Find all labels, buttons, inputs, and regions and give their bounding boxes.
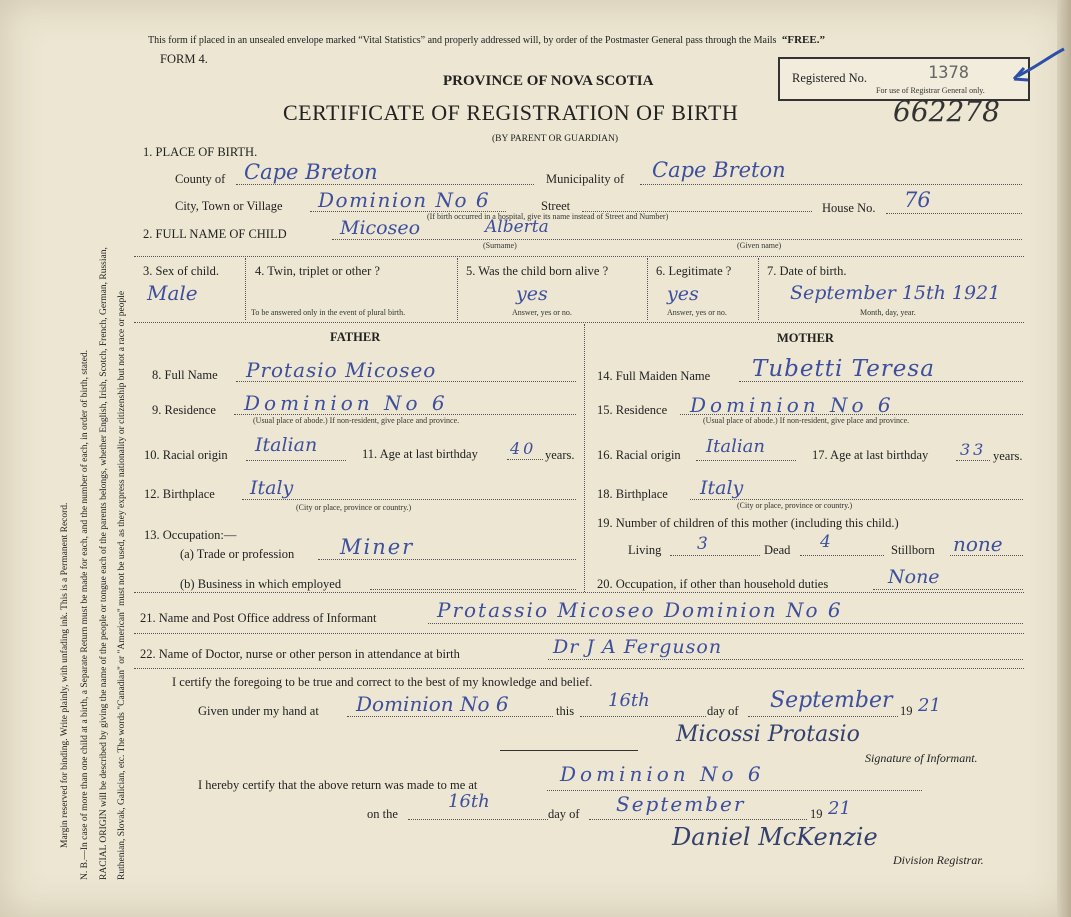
father-birthplace-value: Italy (250, 477, 294, 499)
occupation-label: 13. Occupation:— (144, 528, 237, 542)
dead-label: Dead (764, 543, 791, 557)
father-residence-value: Dominion No 6 (244, 391, 449, 415)
municipality-label: Municipality of (546, 172, 625, 186)
document-subtitle: (BY PARENT OR GUARDIAN) (492, 134, 619, 144)
mother-occupation-value: None (888, 566, 940, 588)
registered-label: Registered No. (792, 71, 867, 85)
margin-note-racial-origin: RACIAL ORIGIN will be described by giving the name of the people or tongue each of the parents belongs, whether English, Irish, Scotch, French, German, Russian, (99, 247, 109, 880)
living-value: 3 (697, 534, 708, 554)
city-label: City, Town or Village (175, 199, 283, 213)
given-name-note: (Given name) (737, 241, 782, 250)
arrow-mark-icon (1010, 46, 1066, 86)
alive-value: yes (516, 283, 548, 305)
mother-birthplace-note: (City or place, province or country.) (737, 501, 853, 510)
margin-note-racial-origin-2: Ruthenian, Slovak, Galician, etc. The words "Canadian" or "American" must not be used, as they express nationality or citizenship but not a race or people (117, 290, 127, 880)
alive-label: 5. Was the child born alive ? (466, 264, 609, 278)
date-of-birth-note: Month, day, year. (860, 308, 916, 317)
given-place-value: Dominion No 6 (356, 692, 509, 716)
legitimate-note: Answer, yes or no. (667, 308, 727, 317)
surname-note: (Surname) (483, 241, 517, 250)
mother-residence-value: Dominion No 6 (690, 393, 895, 417)
margin-note-multiple-births: N. B.—In case of more than one child at a birth, a Separate Return must be made for each, and the number of each, in order of birth, stated. (80, 350, 90, 880)
registrar-day-of-label: day of (548, 807, 580, 821)
certify-day: 16th (608, 690, 650, 711)
trade-value: Miner (340, 535, 415, 559)
stillborn-label: Stillborn (891, 543, 935, 557)
father-heading: FATHER (330, 330, 381, 344)
business-label: (b) Business in which employed (180, 577, 342, 591)
certify-year: 21 (918, 695, 941, 716)
father-years-label: years. (545, 448, 575, 462)
twin-note: To be answered only in the event of plural birth. (251, 308, 406, 317)
on-the-label: on the (367, 807, 398, 821)
registrar-month: September (616, 792, 746, 816)
doctor-value: Dr J A Ferguson (553, 636, 723, 658)
mail-notice (148, 34, 825, 46)
sex-value: Male (147, 281, 198, 305)
division-registrar-label: Division Registrar. (893, 853, 984, 867)
mother-name-label: 14. Full Maiden Name (597, 369, 711, 383)
certify-year-prefix: 19 (900, 704, 913, 718)
child-given-name: Alberta (485, 217, 549, 237)
document-title: CERTIFICATE OF REGISTRATION OF BIRTH (283, 100, 739, 125)
informant-value: Protassio Micoseo Dominion No 6 (437, 598, 843, 622)
registrar-year: 21 (828, 798, 851, 819)
registered-value: 1378 (928, 63, 969, 83)
house-label: House No. (822, 201, 876, 215)
certify-statement: I certify the foregoing to be true and correct to the best of my knowledge and belief. (172, 675, 593, 689)
registrar-year-prefix: 19 (810, 807, 823, 821)
certify-month: September (770, 688, 893, 713)
child-name-label: 2. FULL NAME OF CHILD (143, 227, 287, 241)
father-race-label: 10. Racial origin (144, 448, 228, 462)
given-under-label: Given under my hand at (198, 704, 319, 718)
margin-note-binding: Margin reserved for binding. Write plainly, with unfading ink. This is a Permanent Record. (60, 502, 70, 848)
father-name-value: Protasio Micoseo (246, 358, 437, 382)
hospital-note: (If birth occurred in a hospital, give its name instead of Street and Number) (427, 212, 669, 221)
mother-occupation-label: 20. Occupation, if other than household duties (597, 577, 829, 591)
street-label: Street (541, 199, 571, 213)
father-residence-note: (Usual place of abode.) If non-resident, give place and province. (253, 416, 460, 425)
mother-residence-label: 15. Residence (597, 403, 668, 417)
county-label: County of (175, 172, 226, 186)
mother-age-value: 33 (960, 440, 987, 459)
father-residence-label: 9. Residence (152, 403, 216, 417)
father-birthplace-note: (City or place, province or country.) (296, 503, 412, 512)
children-count-label: 19. Number of children of this mother (including this child.) (597, 516, 899, 530)
mother-heading: MOTHER (777, 331, 834, 345)
living-label: Living (628, 543, 662, 557)
alive-note: Answer, yes or no. (512, 308, 572, 317)
mother-birthplace-label: 18. Birthplace (597, 487, 668, 501)
mother-race-label: 16. Racial origin (597, 448, 681, 462)
mail-notice-text: This form if placed in an unsealed envelope marked “Vital Statistics” and properly addressed will, by order of the Postmaster General pass through the Mails (148, 35, 777, 46)
doctor-label: 22. Name of Doctor, nurse or other person in attendance at birth (140, 647, 460, 661)
form-number: FORM 4. (160, 52, 208, 66)
registrar-note: For use of Registrar General only. (876, 86, 985, 95)
province-title: PROVINCE OF NOVA SCOTIA (443, 73, 654, 89)
informant-signature: Micossi Protasio (676, 722, 860, 747)
place-of-birth-label: 1. PLACE OF BIRTH. (143, 145, 258, 159)
page-edge (1057, 0, 1071, 917)
mother-name-value: Tubetti Teresa (752, 356, 935, 382)
sex-label: 3. Sex of child. (143, 264, 220, 278)
legitimate-value: yes (667, 283, 699, 305)
free-label: “FREE.” (781, 34, 825, 46)
mother-race-value: Italian (706, 436, 765, 457)
father-birthplace-label: 12. Birthplace (144, 487, 215, 501)
father-race-value: Italian (255, 434, 318, 456)
informant-label: 21. Name and Post Office address of Informant (140, 611, 377, 625)
registrar-signature: Daniel McKenzie (672, 823, 878, 851)
municipality-value: Cape Breton (652, 158, 786, 182)
county-value: Cape Breton (244, 160, 378, 184)
date-of-birth-label: 7. Date of birth. (767, 264, 847, 278)
mother-birthplace-value: Italy (700, 477, 744, 499)
registrar-day: 16th (448, 791, 490, 812)
father-name-label: 8. Full Name (152, 368, 218, 382)
mother-years-label: years. (993, 449, 1023, 463)
legitimate-label: 6. Legitimate ? (656, 264, 732, 278)
mother-age-label: 17. Age at last birthday (812, 448, 929, 462)
trade-label: (a) Trade or profession (180, 547, 295, 561)
registrar-place: Dominion No 6 (560, 762, 765, 786)
this-label: this (556, 704, 575, 718)
mother-residence-note: (Usual place of abode.) If non-resident, give place and province. (703, 416, 910, 425)
registrar-statement: I hereby certify that the above return was made to me at (198, 778, 478, 792)
father-age-value: 40 (510, 439, 537, 458)
house-value: 76 (904, 188, 931, 212)
city-value: Dominion No 6 (318, 188, 491, 212)
stillborn-value: none (953, 532, 1003, 556)
father-age-label: 11. Age at last birthday (362, 447, 478, 461)
date-of-birth-value: September 15th 1921 (790, 282, 1001, 304)
handwritten-number: 662278 (893, 95, 1000, 128)
child-surname: Micoseo (340, 217, 421, 239)
certify-day-of-label: day of (707, 704, 739, 718)
dead-value: 4 (820, 532, 831, 552)
twin-label: 4. Twin, triplet or other ? (255, 264, 380, 278)
signature-of-informant-label: Signature of Informant. (865, 751, 978, 765)
